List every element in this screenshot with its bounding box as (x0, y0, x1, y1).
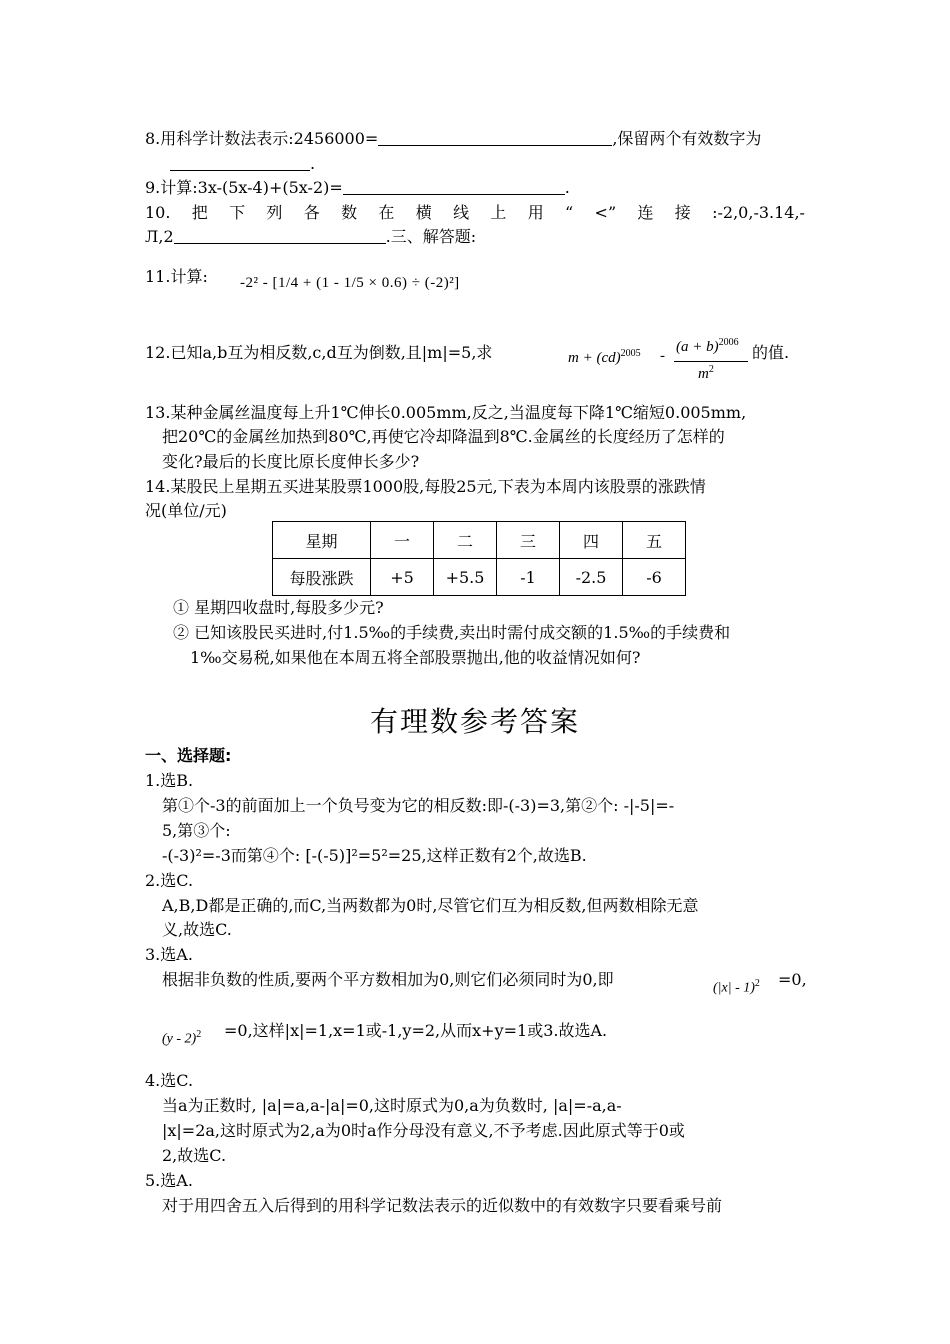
minus-sign: - (660, 348, 665, 364)
table-cell: -1 (497, 559, 560, 596)
table-cell: 四 (560, 522, 623, 559)
q10-word: 各 (303, 203, 320, 222)
q14-sub2: 1‰交易税,如果他在本周五将全部股票抛出,他的收益情况如何? (190, 648, 641, 667)
answer-line: 2.选C. (145, 871, 194, 890)
answer-line: 3.选A. (145, 945, 193, 964)
answer-line: 5.选A. (145, 1171, 193, 1190)
answers-title: 有理数参考答案 (369, 705, 580, 738)
answer-line: 当a为正数时, |a|=a,a-|a|=0,这时原式为0,a为负数时, |a|=-a,a- (162, 1096, 622, 1115)
table-cell: 三 (497, 522, 560, 559)
table-cell: +5 (371, 559, 434, 596)
q12-text: 12.已知a,b互为相反数,c,d互为倒数,且|m|=5,求 (145, 343, 493, 362)
q10-word: 用 (527, 203, 544, 222)
answer-line: =0, (778, 970, 807, 989)
q11-formula-text: -2² - [1/4 + (1 - 1/5 × 0.6) ÷ (-2)²] (240, 274, 460, 291)
table-cell: +5.5 (434, 559, 497, 596)
answer-line: 1.选B. (145, 771, 194, 790)
answer-blank (174, 227, 386, 244)
q12-end: 的值. (752, 343, 790, 362)
q13-line: 把20℃的金属丝加热到80℃,再使它冷却降温到8℃.金属丝的长度经历了怎样的 (162, 427, 725, 446)
q10-word: 线 (453, 203, 470, 222)
answer-blank (170, 154, 310, 171)
answer-line: 对于用四舍五入后得到的用科学记数法表示的近似数中的有效数字只要看乘号前 (162, 1196, 723, 1215)
table-row (273, 522, 686, 559)
q14-sub1: ① 星期四收盘时,每股多少元? (173, 598, 384, 617)
question-8-line2 (170, 153, 315, 175)
answer-line: 5,第③个: (162, 821, 231, 840)
question-8 (145, 128, 761, 150)
q13-line: 13.某种金属丝温度每上升1℃伸长0.005mm,反之,当温度每下降1℃缩短0.005mm, (145, 403, 747, 422)
question-10-line2 (145, 226, 476, 248)
formula-y: (y - 2)$^2$ (162, 1029, 202, 1047)
q8-text: 8.用科学计数法表示:2456000= (145, 129, 379, 148)
q12-denominator: $m^2$ (698, 364, 714, 382)
table-cell: 每股涨跌 (273, 559, 371, 596)
answer-line: 义,故选C. (162, 920, 232, 939)
q10-word: 列 (266, 203, 283, 222)
q12-exp2: 2006 (718, 337, 739, 348)
q14-line: 14.某股民上星期五买进某股票1000股,每股25元,下表为本周内该股票的涨跌情 (145, 477, 706, 496)
q9-text: 9.计算:3x-(5x-4)+(5x-2)= (145, 178, 343, 197)
q10-word: 把 (191, 203, 208, 222)
answer-line: -(-3)²=-3而第④个: [-(-5)]²=5²=25,这样正数有2个,故选B. (162, 846, 587, 865)
table-cell: 星期 (273, 522, 371, 559)
answer-line: =0,这样|x|=1,x=1或-1,y=2,从而x+y=1或3.故选A. (224, 1021, 608, 1040)
q8-mid: ,保留两个有效数字为 (612, 129, 762, 148)
q10-num: 10. (145, 203, 171, 222)
question-12 (145, 342, 492, 364)
q10-word: 连 (637, 203, 654, 222)
q10-word: “ (565, 203, 574, 222)
q9-end: . (564, 178, 570, 197)
q14-sub2: ② 已知该股民买进时,付1.5‰的手续费,卖出时需付成交额的1.5‰的手续费和 (173, 623, 731, 642)
answer-line: 4.选C. (145, 1071, 194, 1090)
q12-numerator: $(a + b)^{2006}$ (676, 337, 739, 355)
q10-word: 下 (229, 203, 246, 222)
q10-word: <” (594, 203, 617, 222)
answer-blank (378, 129, 612, 146)
table-cell: 二 (434, 522, 497, 559)
q11-formula (240, 256, 460, 310)
table-row (273, 559, 686, 596)
answer-line: 第①个-3的前面加上一个负号变为它的相反数:即-(-3)=3,第②个: -|-5|=- (162, 796, 675, 815)
q11-label: 11.计算: (145, 267, 208, 286)
section-heading: 一、选择题: (145, 746, 232, 765)
answer-line: 根据非负数的性质,要两个平方数相加为0,则它们必须同时为0,即 (162, 970, 614, 989)
answer-line: A,B,D都是正确的,而C,当两数都为0时,尽管它们互为相反数,但两数相除无意 (162, 896, 699, 915)
q10-word: 数 (341, 203, 358, 222)
formula-abs-x: (|x| - 1)$^2$ (713, 978, 760, 996)
q12-left: m + (cd)$^{2005}$ (568, 348, 641, 366)
table-cell: -2.5 (560, 559, 623, 596)
q13-line: 变化?最后的长度比原长度伸长多少? (162, 452, 420, 471)
q10-word: 接 (674, 203, 691, 222)
question-9 (145, 177, 570, 199)
q10-end: .三、解答题: (385, 227, 477, 246)
q14-line: 况(单位/元) (145, 501, 227, 520)
fraction-bar (674, 361, 748, 362)
q10-word: 上 (490, 203, 507, 222)
q8-end: . (310, 154, 316, 173)
table-cell: 五 (623, 522, 686, 559)
answer-blank (343, 178, 565, 195)
q12-exp1: 2005 (620, 348, 641, 359)
stock-table (272, 521, 686, 596)
question-10 (145, 202, 805, 224)
q10-line2: Л,2 (145, 227, 174, 246)
q10-word: 横 (415, 203, 432, 222)
answer-line: 2,故选C. (162, 1146, 227, 1165)
answer-line: |x|=2a,这时原式为2,a为0时a作分母没有意义,不予考虑.因此原式等于0或 (162, 1121, 685, 1140)
q10-tail: :-2,0,-3.14,- (712, 203, 805, 222)
q10-word: 在 (378, 203, 395, 222)
table-cell: 一 (371, 522, 434, 559)
table-cell: -6 (623, 559, 686, 596)
